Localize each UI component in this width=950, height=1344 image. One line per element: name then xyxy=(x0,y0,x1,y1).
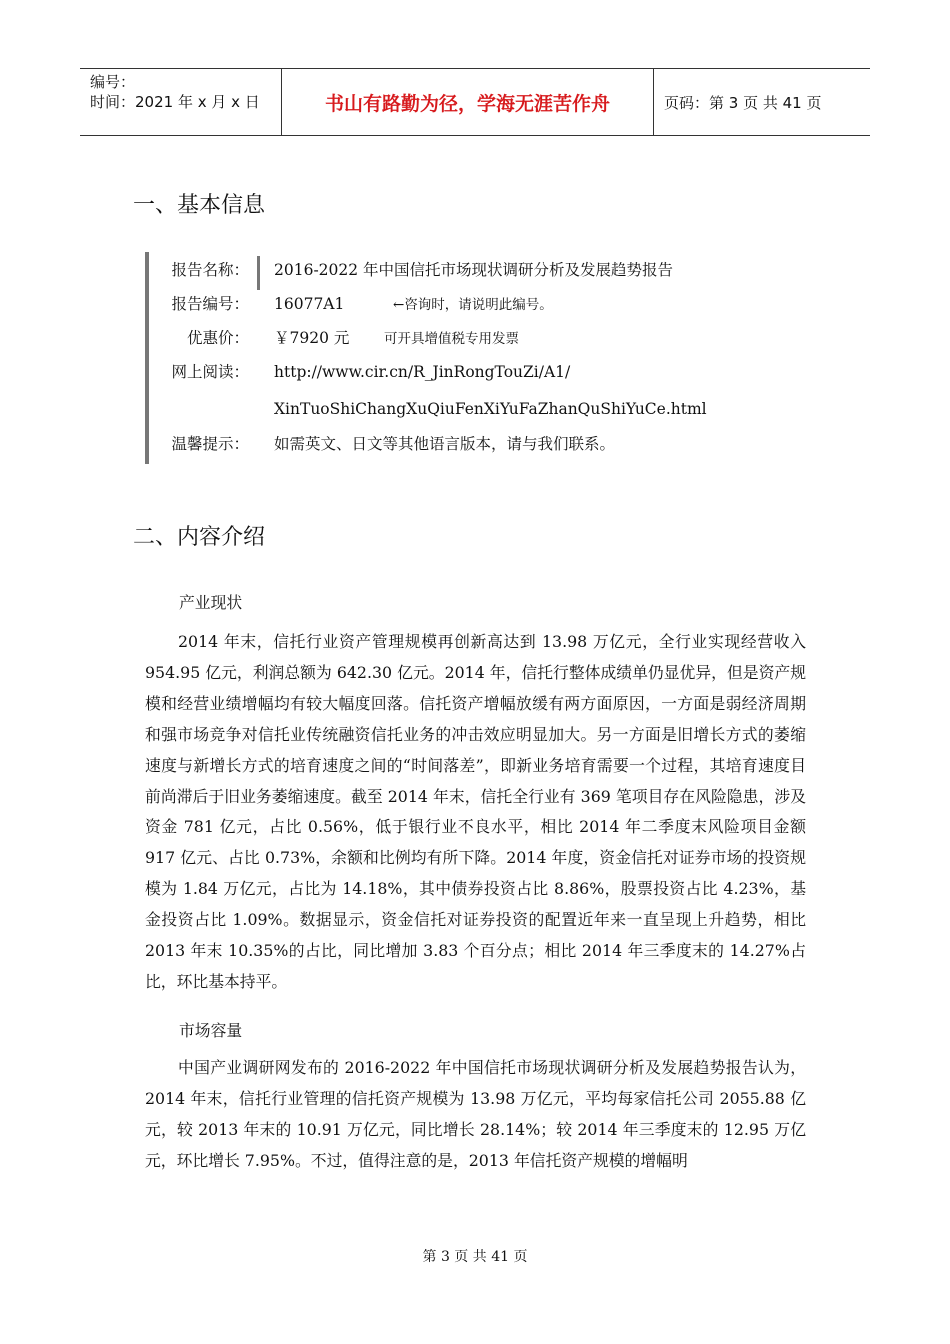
subheading-market-capacity: 市场容量 xyxy=(179,1021,243,1040)
info-label: 优惠价： xyxy=(186,329,249,347)
info-label: 报告编号： xyxy=(171,295,249,313)
info-value: ￥7920 元 xyxy=(274,329,350,347)
info-label: 报告名称： xyxy=(171,261,249,279)
subheading-industry-status: 产业现状 xyxy=(179,593,243,612)
info-value: 2016-2022 年中国信托市场现状调研分析及发展趋势报告 xyxy=(274,261,674,279)
info-value: 如需英文、日文等其他语言版本，请与我们联系。 xyxy=(274,435,616,453)
paragraph-market-capacity: 中国产业调研网发布的 2016-2022 年中国信托市场现状调研分析及发展趋势报告认为，2014 年末，信托行业管理的信托资产规模为 13.98 万亿元，平均每家信托公司 2055.88 亿元，较 2013 年末的 10.91 万亿元，同比增长 28.14%；较 2014 年三季度末的 12.95 万亿元，环比增长 7.95%。不过，值得注意的是，2013 年信托资产规模的增幅明 xyxy=(145,1058,806,1170)
header-motto: 书山有路勤为径，学海无涯苦作舟 xyxy=(282,69,654,135)
info-divider xyxy=(257,256,260,290)
info-note: ←咨询时，请说明此编号。 xyxy=(393,297,553,313)
page-footer: 第 3 页 共 41 页 xyxy=(422,1249,528,1265)
section-title-basic-info: 一、基本信息 xyxy=(133,193,266,218)
section-title-content: 二、内容介绍 xyxy=(133,525,266,550)
page-header xyxy=(80,68,870,136)
header-page-info: 页码：第 3 页 共 41 页 xyxy=(664,93,822,112)
info-label: 温馨提示： xyxy=(171,435,249,453)
info-box xyxy=(145,252,709,464)
paragraph-industry-status: 2014 年末，信托行业资产管理规模再创新高达到 13.98 万亿元，全行业实现经营收入 954.95 亿元，利润总额为 642.30 亿元。2014 年，信托行整体成绩单仍显优异，但是资产规模和经营业绩增幅均有较大幅度回落。信托资产增幅放缓有两方面原因，一方面是弱经济周期和强市场竞争对信托业传统融资信托业务的冲击效应明显加大。另一方面是旧增长方式的萎缩速度与新增长方式的培育速度之间的“时间落差”，即新业务培育需要一个过程，其培育速度目前尚滞后于旧业务萎缩速度。截至 2014 年末，信托全行业有 369 笔项目存在风险隐患，涉及资金 781 亿元，占比 0.56%，低于银行业不良水平，相比 2014 年二季度末风险项目金额 917 亿元、占比 0.73%，余额和比例均有所下降。2014 年度，资金信托对证券市场的投资规模为 1.84 万亿元，占比为 14.18%，其中债券投资占比 8.86%，股票投资占比 4.23%，基金投资占比 1.09%。数据显示，资金信托对证券投资的配置近年来一直呈现上升趋势，相比 2013 年末 10.35%的占比，同比增加 3.83 个百分点；相比 2014 年三季度末的 14.27%占比，环比基本持平。 xyxy=(145,632,806,991)
info-url-line2[interactable]: XinTuoShiChangXuQiuFenXiYuFaZhanQuShiYuCe.html xyxy=(274,400,707,418)
info-note: 可开具增值税专用发票 xyxy=(384,331,519,347)
header-meta xyxy=(80,69,282,135)
info-url-line1[interactable]: http://www.cir.cn/R_JinRongTouZi/A1/ xyxy=(274,363,571,381)
info-value: 16077A1 xyxy=(274,295,345,313)
info-label: 网上阅读： xyxy=(171,363,249,381)
header-time-label: 时间：2021 年 x 月 x 日 xyxy=(90,93,260,111)
header-number-label: 编号： xyxy=(90,73,136,91)
